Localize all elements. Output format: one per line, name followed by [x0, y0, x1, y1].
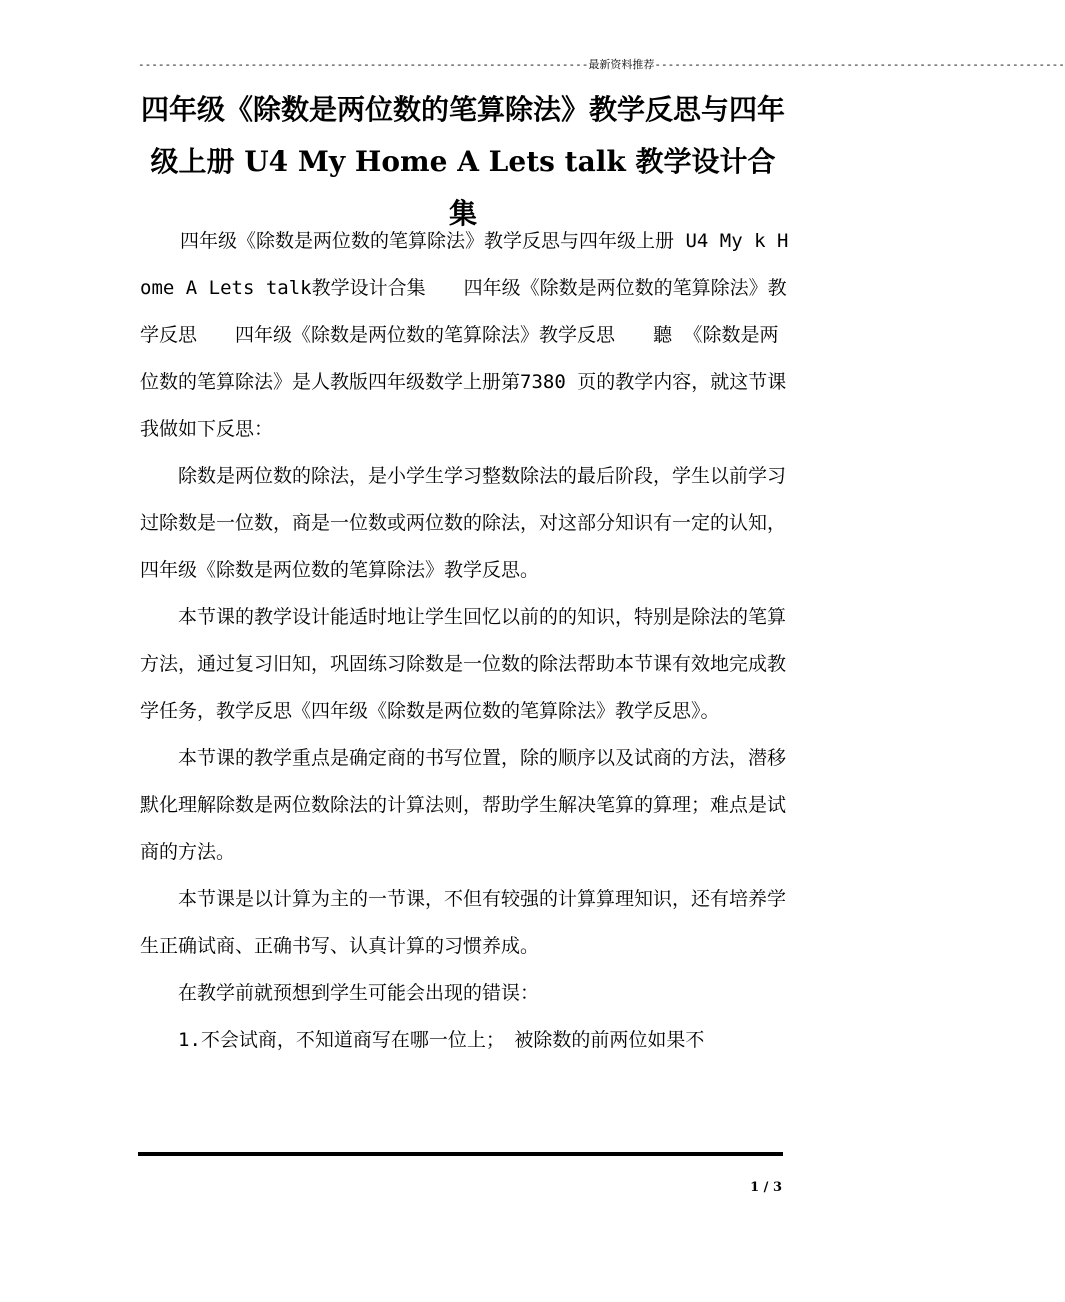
document-body: [140, 218, 790, 1064]
paragraph-calculation-lesson: 本节课是以计算为主的一节课，不但有较强的计算算理知识，还有培养学生正确试商、正确书写、认真计算的习惯养成。: [140, 888, 787, 957]
paragraph-intro: 四年级《除数是两位数的笔算除法》教学反思与四年级上册 U4 My k Home A Lets talk教学设计合集 四年级《除数是两位数的笔算除法》教学反思 四年级《除数是两位数的笔算除法》教学反思 聽 《除数是两位数的笔算除法》是人教版四年级数学上册第7380 页的教学内容，就这节课我做如下反思：: [140, 230, 789, 440]
footer-divider: [138, 1150, 783, 1158]
paragraph-expected-errors: 在教学前就预想到学生可能会出现的错误：: [178, 982, 540, 1004]
footer-divider-bar: [138, 1152, 783, 1156]
paragraph-division-stage: 除数是两位数的除法，是小学生学习整数除法的最后阶段，学生以前学习过除数是一位数，商是一位数或两位数的除法，对这部分知识有一定的认知，四年级《除数是两位数的笔算除法》教学反思。: [140, 465, 787, 581]
paragraph-error-item-1: 1.不会试商，不知道商写在哪一位上； 被除数的前两位如果不: [178, 1029, 705, 1051]
page-title: 四年级《除数是两位数的笔算除法》教学反思与四年级上册 U4 My Home A Lets talk 教学设计合集: [140, 93, 785, 230]
paragraph-key-points: 本节课的教学重点是确定商的书写位置，除的顺序以及试商的方法，潜移默化理解除数是两位数除法的计算法则，帮助学生解决笔算的算理；难点是试商的方法。: [140, 747, 787, 863]
page-number: 1 / 3: [750, 1180, 782, 1195]
header-recommendation-line: --------------------------------------------------------------------最新资料推荐--------------------------------------------------------------: [138, 58, 1065, 71]
paragraph-teaching-design: 本节课的教学设计能适时地让学生回忆以前的的知识，特别是除法的笔算方法，通过复习旧知，巩固练习除数是一位数的除法帮助本节课有效地完成教学任务，教学反思《四年级《除数是两位数的笔算除法》教学反思》。: [140, 606, 787, 722]
